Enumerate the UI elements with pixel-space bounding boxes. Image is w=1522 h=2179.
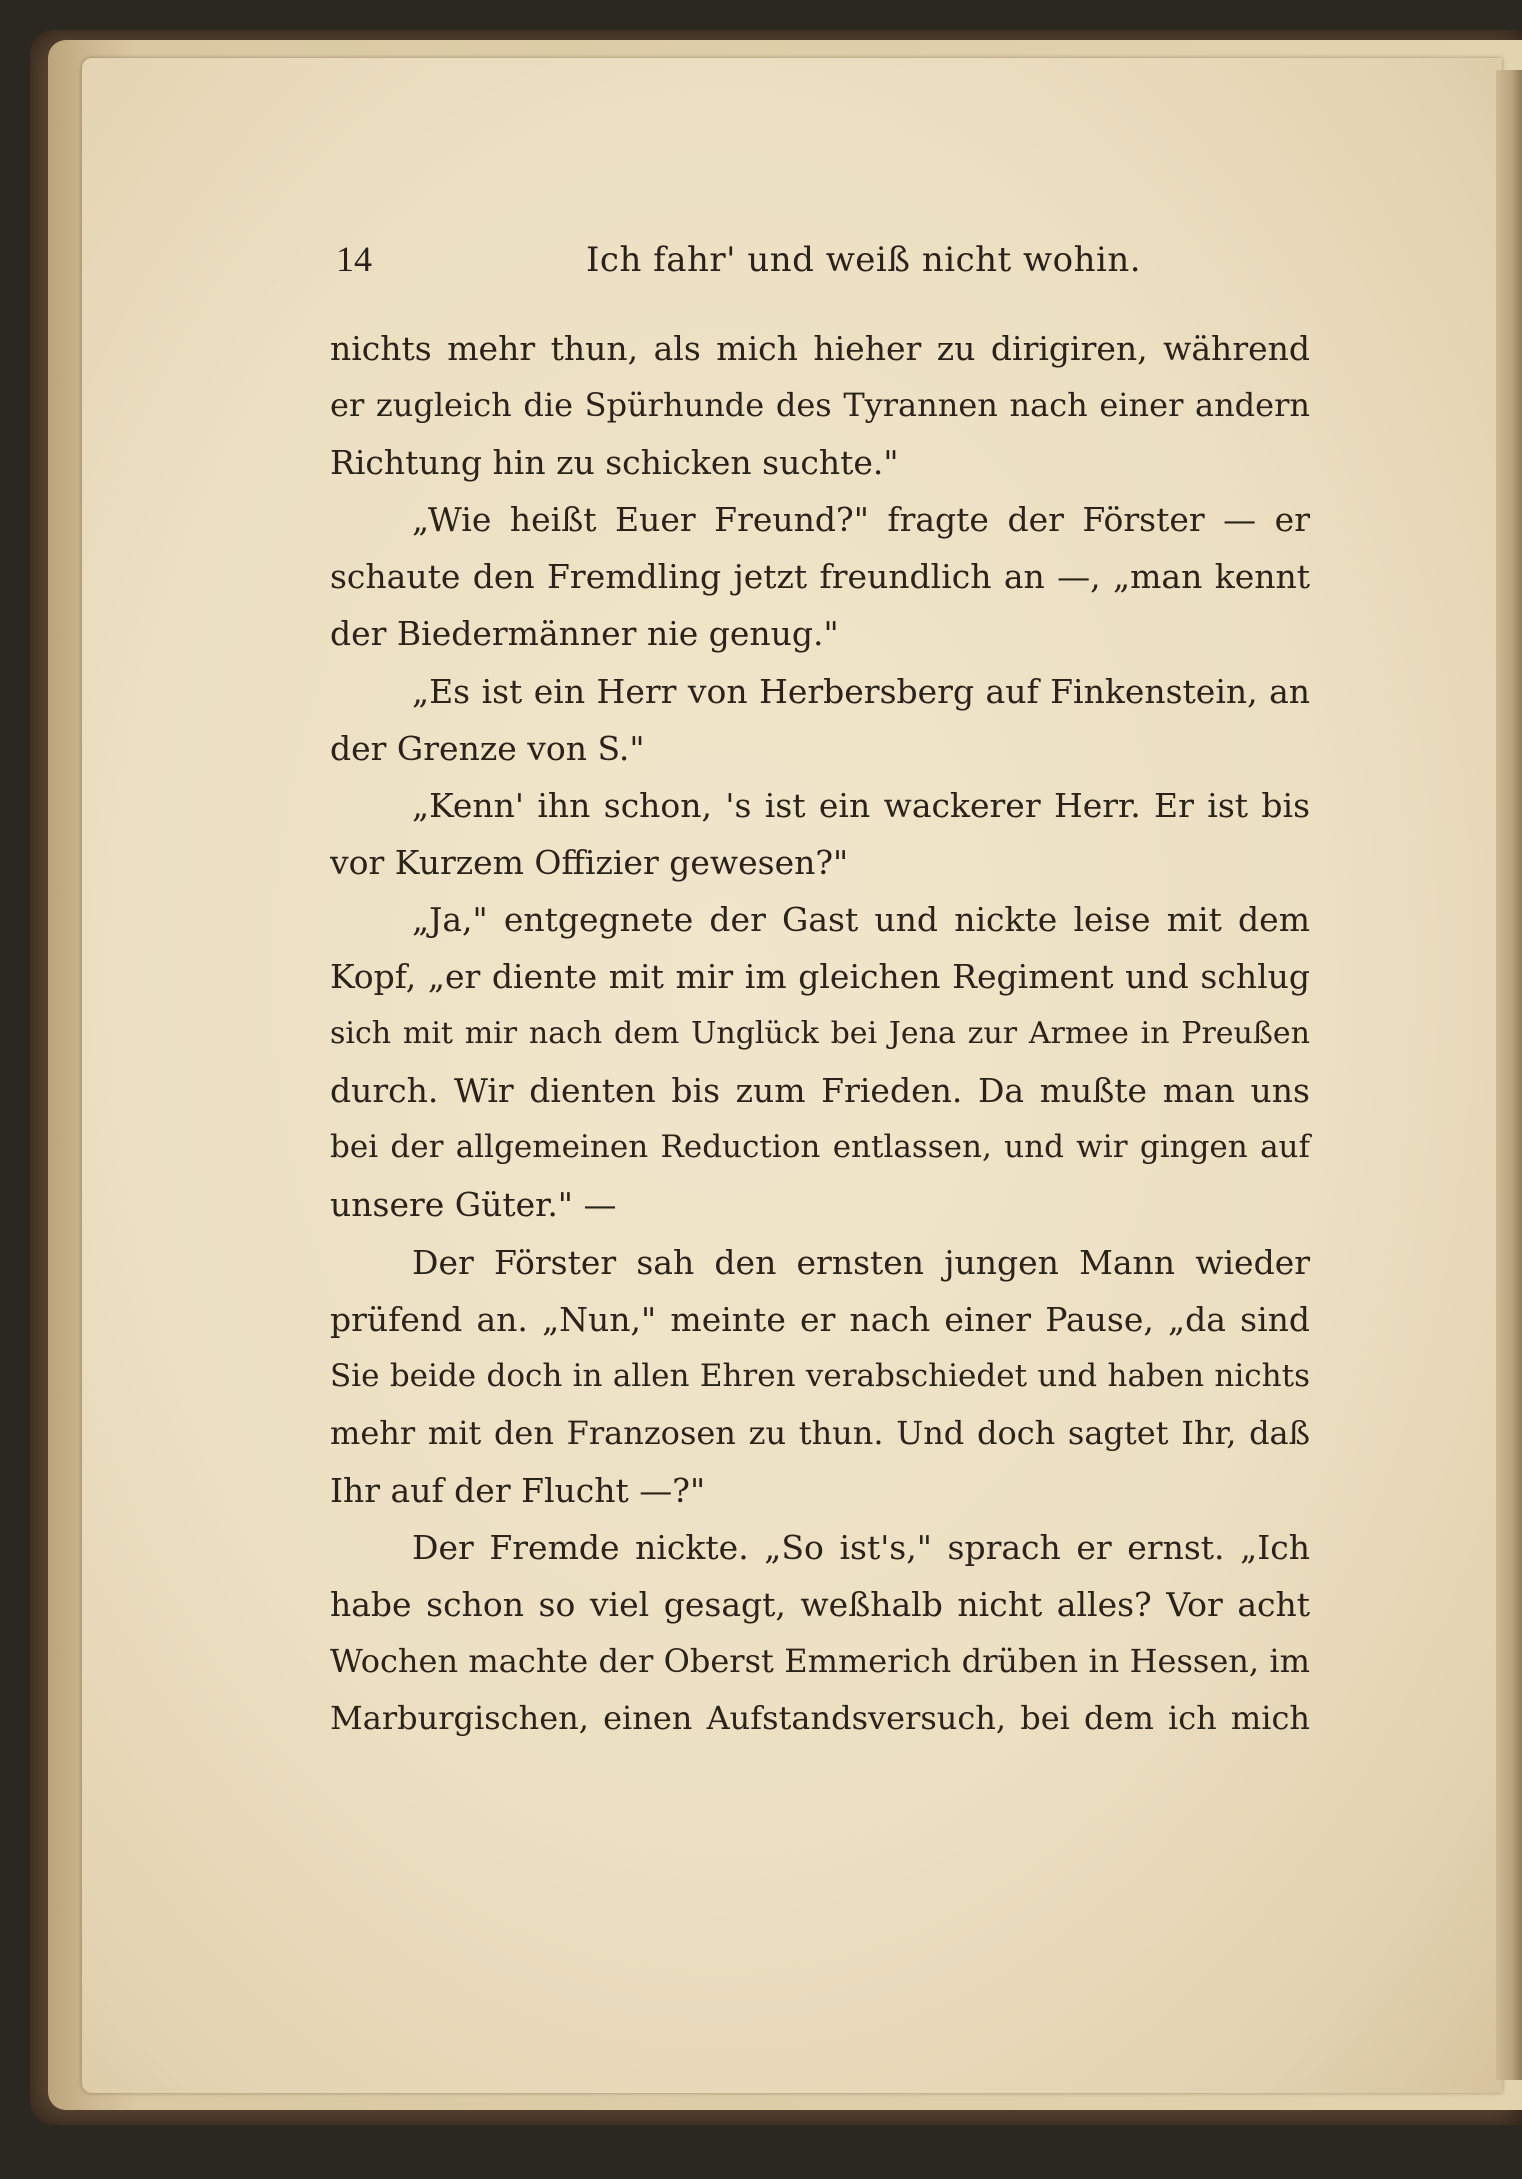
text-line: „Es ist ein Herr von Herbersberg auf Finkenstein, an — [412, 671, 1310, 711]
text-line: schaute den Fremdling jetzt freundlich an —, „man kennt — [330, 557, 1310, 597]
running-head — [336, 232, 1306, 296]
text-line: Der Förster sah den ernsten jungen Mann wieder — [412, 1242, 1310, 1282]
text-line: Kopf, „er diente mit mir im gleichen Regiment und schlug — [330, 957, 1310, 997]
text-line: sich mit mir nach dem Unglück bei Jena zur Armee in Preußen — [330, 1016, 1310, 1052]
text-line: nichts mehr thun, als mich hieher zu dirigiren, während — [330, 329, 1310, 368]
text-line: mehr mit den Franzosen zu thun. Und doch sagtet Ihr, daß — [330, 1413, 1310, 1452]
text-line: der Grenze von S." — [330, 728, 645, 768]
text-line: „Kenn' ihn schon, 's ist ein wackerer Herr. Er ist bis — [412, 785, 1310, 825]
text-line: er zugleich die Spürhunde des Tyrannen nach einer andern — [330, 386, 1310, 425]
text-line: „Wie heißt Euer Freund?" fragte der Förster — er — [412, 500, 1310, 540]
text-line: „Ja," entgegnete der Gast und nickte leise mit dem — [412, 899, 1310, 939]
text-line: Ihr auf der Flucht —?" — [330, 1470, 706, 1510]
text-line: Sie beide doch in allen Ehren verabschiedet und haben nichts — [330, 1357, 1310, 1394]
text-line: der Biedermänner nie genug." — [330, 614, 839, 654]
text-line: habe schon so viel gesagt, weßhalb nicht alles? Vor acht — [330, 1585, 1310, 1625]
text-line: Marburgischen, einen Aufstandsversuch, bei dem ich mich — [330, 1699, 1310, 1738]
text-line: Richtung hin zu schicken suchte." — [330, 443, 899, 483]
text-line: prüfend an. „Nun," meinte er nach einer Pause, „da sind — [330, 1299, 1310, 1339]
text-line: vor Kurzem Offizier gewesen?" — [330, 842, 849, 882]
text-line: unsere Güter." — — [330, 1185, 617, 1225]
running-title: Ich fahr' und weiß nicht wohin. — [586, 240, 1142, 280]
text-line: bei der allgemeinen Reduction entlassen, und wir gingen auf — [330, 1129, 1310, 1166]
text-line: durch. Wir dienten bis zum Frieden. Da mußte man uns — [330, 1071, 1310, 1111]
page-gutter — [1496, 70, 1522, 2080]
body-text — [330, 320, 1310, 1747]
page-number: 14 — [336, 239, 372, 279]
text-line: Wochen machte der Oberst Emmerich drüben in Hessen, im — [330, 1642, 1310, 1681]
text-line: Der Fremde nickte. „So ist's," sprach er ernst. „Ich — [412, 1527, 1310, 1567]
